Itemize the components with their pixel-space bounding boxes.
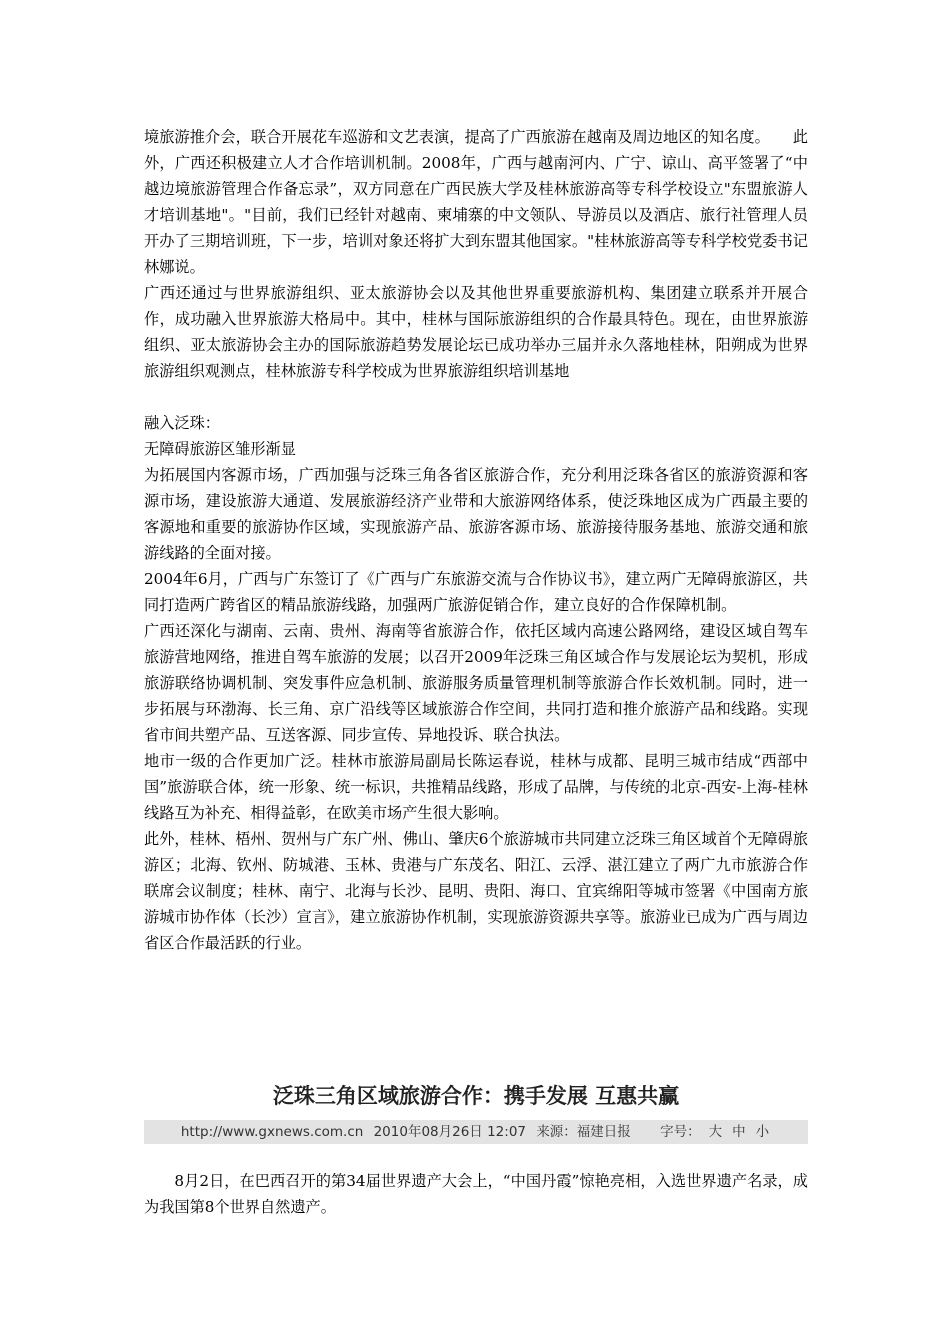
font-size-large-button[interactable]: 大 xyxy=(708,1124,723,1140)
article-meta-bar xyxy=(144,1120,808,1144)
blank-line xyxy=(144,384,808,410)
font-size-small-button[interactable]: 小 xyxy=(755,1124,770,1140)
article-title: 泛珠三角区域旅游合作：携手发展 互惠共赢 xyxy=(272,1084,680,1108)
paragraph-world-tourism: 广西还通过与世界旅游组织、亚太旅游协会以及其他世界重要旅游机构、集团建立联系并开展合作，成功融入世界旅游大格局中。其中，桂林与国际旅游组织的合作最具特色。现在，由世界旅游组织、亚太旅游协会主办的国际旅游趋势发展论坛已成功举办三届并永久落地桂林，阳朔成为世界旅游组织观测点，桂林旅游专科学校成为世界旅游组织培训基地 xyxy=(144,284,808,380)
paragraph-provincial-cooperation: 广西还深化与湖南、云南、贵州、海南等省旅游合作，依托区域内高速公路网络，建设区域自驾车旅游营地网络，推进自驾车旅游的发展；以召开2009年泛珠三角区域合作与发展论坛为契机，形成旅游联络协调机制、突发事件应急机制、旅游服务质量管理机制等旅游合作长效机制。同时，进一步拓展与环渤海、长三角、京广沿线等区域旅游合作空间，共同打造和推介旅游产品和线路。实现省市间共塑产品、互送客源、同步宣传、异地投诉、联合执法。 xyxy=(144,622,808,744)
font-size-label: 字号： xyxy=(660,1124,701,1140)
paragraph-barrier-free-zone: 此外，桂林、梧州、贺州与广东广州、佛山、肇庆6个旅游城市共同建立泛珠三角区域首个无障碍旅游区；北海、钦州、防城港、玉林、贵港与广东茂名、阳江、云浮、湛江建立了两广九市旅游合作联席会议制度；桂林、南宁、北海与长沙、昆明、贵阳、海口、宜宾绵阳等城市签署《中国南方旅游城市协作体（长沙）宣言》，建立旅游协作机制，实现旅游资源共享等。旅游业已成为广西与周边省区合作最活跃的行业。 xyxy=(144,830,808,952)
publish-datetime: 2010年08月26日 12:07 xyxy=(373,1124,527,1140)
article-body xyxy=(144,124,808,956)
source-url[interactable]: http://www.gxnews.com.cn xyxy=(180,1124,364,1140)
source-label: 来源：福建日报 xyxy=(536,1124,631,1140)
paragraph-domestic-market: 为拓展国内客源市场，广西加强与泛珠三角各省区旅游合作，充分利用泛珠各省区的旅游资源和客源市场，建设旅游大通道、发展旅游经济产业带和大旅游网络体系，使泛珠地区成为广西最主要的客源地和重要的旅游协作区域，实现旅游产品、旅游客源市场、旅游接待服务基地、旅游交通和旅游线路的全面对接。 xyxy=(144,466,808,562)
paragraph-city-cooperation: 地市一级的合作更加广泛。桂林市旅游局副局长陈运春说，桂林与成都、昆明三城市结成“西部中国”旅游联合体，统一形象、统一标识，共推精品线路，形成了品牌，与传统的北京-西安-上海-桂林线路互为补充、相得益彰，在欧美市场产生很大影响。 xyxy=(144,752,808,822)
paragraph-talent-cooperation: 境旅游推介会，联合开展花车巡游和文艺表演，提高了广西旅游在越南及周边地区的知名度。 此外，广西还积极建立人才合作培训机制。2008年，广西与越南河内、广宁、谅山、高平签署了“中越边境旅游管理合作备忘录”，双方同意在广西民族大学及桂林旅游高等专科学校设立"东盟旅游人才培训基地"。"目前，我们已经针对越南、柬埔寨的中文领队、导游员以及酒店、旅行社管理人员开办了三期培训班，下一步，培训对象还将扩大到东盟其他国家。"桂林旅游高等专科学校党委书记林娜说。 xyxy=(144,128,808,276)
section-heading: 融入泛珠： xyxy=(144,414,220,432)
font-size-medium-button[interactable]: 中 xyxy=(732,1124,746,1140)
paragraph-guangdong-agreement: 2004年6月，广西与广东签订了《广西与广东旅游交流与合作协议书》，建立两广无障碍旅游区，共同打造两广跨省区的精品旅游线路，加强两广旅游促销合作，建立良好的合作保障机制。 xyxy=(144,570,808,614)
section-subheading: 无障碍旅游区雏形渐显 xyxy=(144,440,296,458)
article-lead-paragraph: 8月2日，在巴西召开的第34届世界遗产大会上，“中国丹霞”惊艳亮相，入选世界遗产名录，成为我国第8个世界自然遗产。 xyxy=(144,1172,808,1216)
